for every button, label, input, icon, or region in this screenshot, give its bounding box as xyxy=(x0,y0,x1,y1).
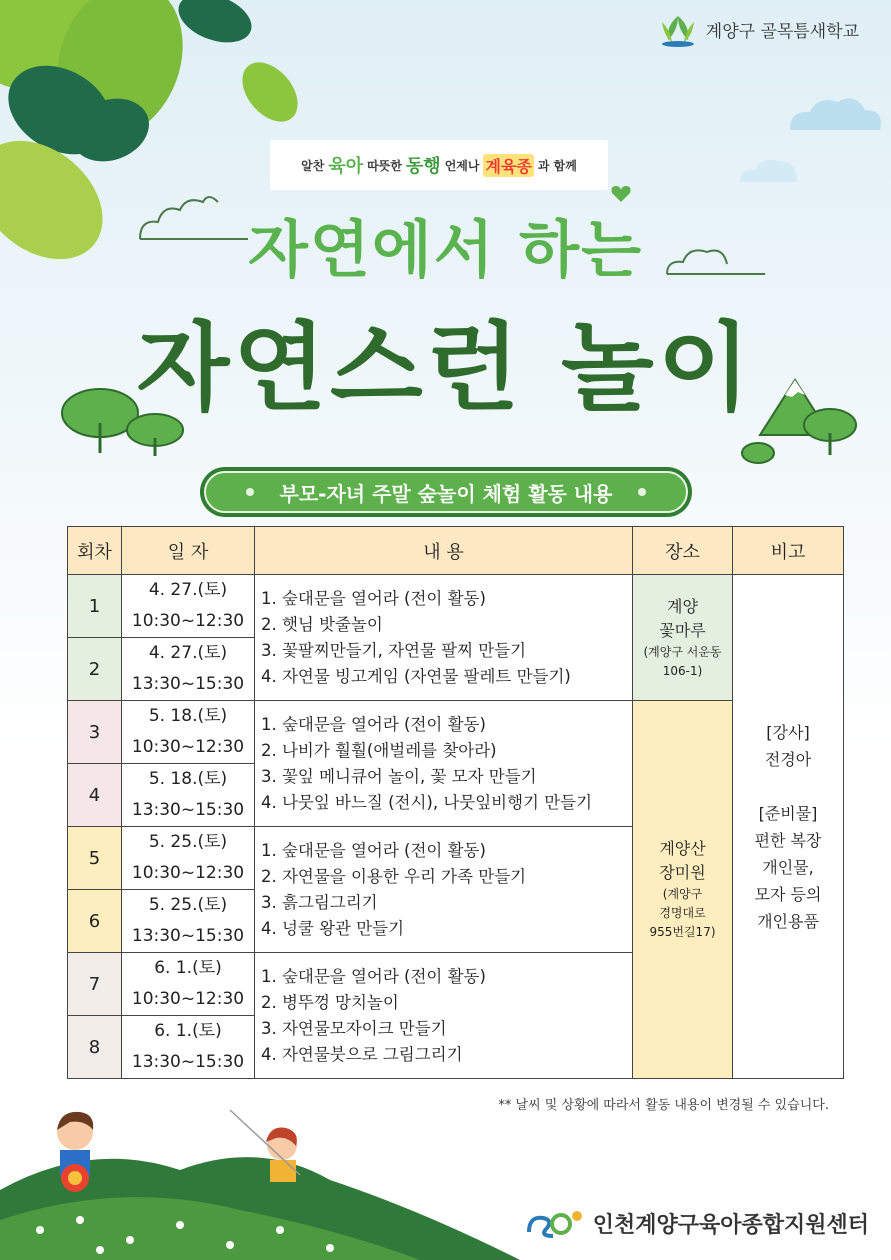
session-date xyxy=(122,1016,255,1079)
activity-item: 1. 숲대문을 열어라 (전이 활동) xyxy=(261,966,486,986)
activity-item: 1. 숲대문을 열어라 (전이 활동) xyxy=(261,588,486,608)
activity-item: 1. 숲대문을 열어라 (전이 활동) xyxy=(261,840,486,860)
session-number: 5 xyxy=(68,827,122,890)
title-line-2: 자연스런 놀이 xyxy=(136,312,755,424)
activity-content xyxy=(255,953,633,1079)
slogan-word: 계육종 xyxy=(483,154,533,177)
time-text: 13:30~15:30 xyxy=(131,926,245,946)
activity-item: 4. 나뭇잎 바느질 (전시), 나뭇잎비행기 만들기 xyxy=(261,792,593,812)
center-logo xyxy=(525,1206,869,1240)
schedule-table xyxy=(67,526,844,1079)
time-text: 13:30~15:30 xyxy=(131,1052,245,1072)
activity-item: 1. 숲대문을 열어라 (전이 활동) xyxy=(261,714,486,734)
slogan-word: 과 함께 xyxy=(537,158,577,173)
slogan-word: 따뜻한 xyxy=(367,158,402,173)
title-line-1: 자연에서 하는 xyxy=(248,213,643,286)
time-text: 13:30~15:30 xyxy=(131,674,245,694)
session-date xyxy=(122,890,255,953)
session-number: 8 xyxy=(68,1016,122,1079)
header-cell: 비고 xyxy=(733,527,844,575)
activity-item: 4. 자연물붓으로 그림그리기 xyxy=(261,1044,463,1064)
session-number: 7 xyxy=(68,953,122,1016)
activity-item: 2. 나비가 훨훨(애벌레를 찾아라) xyxy=(261,740,497,760)
header-cell: 장소 xyxy=(633,527,733,575)
place-address: 경명대로 xyxy=(659,906,706,920)
place-address: 955번길17) xyxy=(649,925,716,939)
cloud-icon xyxy=(780,90,890,140)
center-logo-icon xyxy=(525,1206,585,1240)
activity-item: 4. 넝쿨 왕관 만들기 xyxy=(261,918,405,938)
cloud-icon xyxy=(735,150,805,190)
note-line: [준비물] xyxy=(758,803,818,823)
date-text: 4. 27.(토) xyxy=(148,643,228,663)
activity-item: 3. 흙그림그리기 xyxy=(261,892,378,912)
note-line xyxy=(733,773,843,800)
center-name: 인천계양구육아종합지원센터 xyxy=(592,1212,869,1238)
activity-item: 3. 꽃잎 메니큐어 놀이, 꽃 모자 만들기 xyxy=(261,766,537,786)
activity-content xyxy=(255,701,633,827)
place-cell xyxy=(633,701,733,1079)
session-date xyxy=(122,701,255,764)
time-text: 10:30~12:30 xyxy=(131,863,245,883)
activity-content xyxy=(255,575,633,701)
note-line: [강사] xyxy=(766,722,810,742)
place-name: 장미원 xyxy=(659,863,706,882)
note-line: 모자 등의 xyxy=(754,884,822,904)
date-text: 4. 27.(토) xyxy=(148,580,228,600)
session-date xyxy=(122,638,255,701)
place-address: (계양구 서운동 xyxy=(643,644,722,659)
section-banner xyxy=(200,467,692,517)
activity-item: 2. 자연물을 이용한 우리 가족 만들기 xyxy=(261,866,527,886)
note-line: 전경아 xyxy=(764,749,812,769)
school-name: 계양구 골목틈새학교 xyxy=(705,21,859,42)
session-date xyxy=(122,827,255,890)
school-header xyxy=(658,10,859,48)
place-cell xyxy=(633,575,733,701)
session-date xyxy=(122,953,255,1016)
place-address: 106-1) xyxy=(662,663,703,678)
slogan-word: 동행 xyxy=(405,156,441,177)
date-text: 6. 1.(토) xyxy=(154,1021,222,1041)
date-text: 5. 18.(토) xyxy=(148,769,228,789)
date-text: 5. 25.(토) xyxy=(148,832,228,852)
session-number: 6 xyxy=(68,890,122,953)
table-row xyxy=(68,701,844,764)
school-logo-icon xyxy=(658,10,698,48)
session-date xyxy=(122,764,255,827)
session-number: 4 xyxy=(68,764,122,827)
time-text: 10:30~12:30 xyxy=(131,737,245,757)
place-name: 계양산 xyxy=(659,839,706,858)
activity-item: 4. 자연물 빙고게임 (자연물 팔레트 만들기) xyxy=(261,666,571,686)
activity-item: 2. 병뚜껑 망치놀이 xyxy=(261,992,399,1012)
date-text: 6. 1.(토) xyxy=(154,958,222,978)
slogan-word: 육아 xyxy=(328,156,364,177)
note-line: 편한 복장 xyxy=(754,830,822,850)
time-text: 10:30~12:30 xyxy=(131,611,245,631)
banner-text: 부모-자녀 주말 숲놀이 체험 활동 내용 xyxy=(279,481,613,506)
place-address: (계양구 xyxy=(662,887,703,901)
slogan-banner xyxy=(270,140,608,190)
table-header-row xyxy=(68,527,844,575)
session-number: 1 xyxy=(68,575,122,638)
time-text: 13:30~15:30 xyxy=(131,800,245,820)
note-line: 개인용품 xyxy=(757,911,819,931)
session-number: 2 xyxy=(68,638,122,701)
place-name: 꽃마루 xyxy=(659,620,706,640)
date-text: 5. 25.(토) xyxy=(148,895,228,915)
note-cell xyxy=(733,575,844,1079)
session-date xyxy=(122,575,255,638)
footnote: ** 날씨 및 상황에 따라서 활동 내용이 변경될 수 있습니다. xyxy=(498,1098,829,1113)
activity-item: 3. 꽃팔찌만들기, 자연물 팔찌 만들기 xyxy=(261,640,527,660)
session-number: 3 xyxy=(68,701,122,764)
slogan-word: 알찬 xyxy=(301,158,325,173)
table-row xyxy=(68,575,844,638)
activity-content xyxy=(255,827,633,953)
place-name: 계양 xyxy=(667,596,698,616)
activity-item: 3. 자연물모자이크 만들기 xyxy=(261,1018,447,1038)
note-line: 개인물, xyxy=(762,857,814,877)
slogan-word: 언제나 xyxy=(444,158,480,173)
dot-icon xyxy=(246,488,254,496)
header-cell: 내 용 xyxy=(255,527,633,575)
activity-item: 2. 햇님 밧줄놀이 xyxy=(261,614,383,634)
header-cell: 일 자 xyxy=(122,527,255,575)
date-text: 5. 18.(토) xyxy=(148,706,228,726)
dot-icon xyxy=(638,488,646,496)
header-cell: 회차 xyxy=(68,527,122,575)
time-text: 10:30~12:30 xyxy=(131,989,245,1009)
